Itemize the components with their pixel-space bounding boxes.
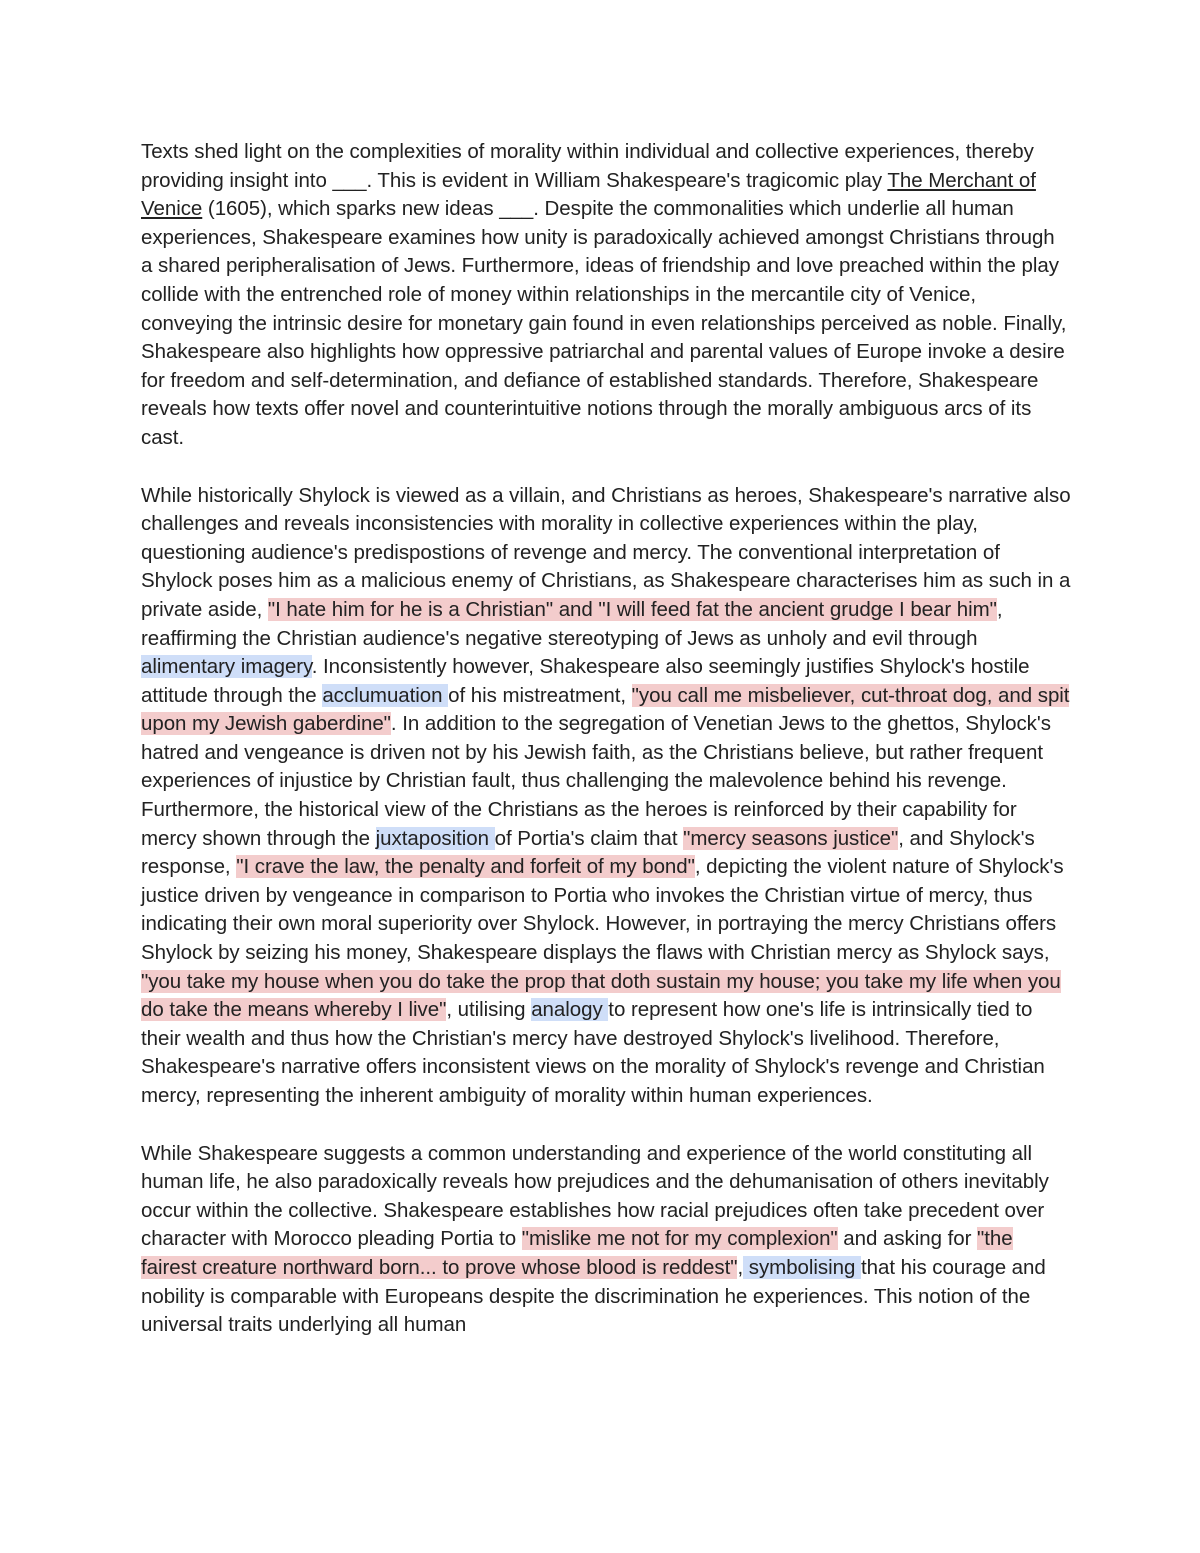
text-run: While Shakespeare suggests a common understanding and experience of the world constituting all human life, he also paradoxically reveals how prejudices and the dehumanisation of others inevitably occur within the collective. Shakespeare establishes how racial prejudices often take precedent over character with Morocco pleading Portia to (141, 1141, 1049, 1251)
technique-highlight: symbolising (743, 1255, 861, 1279)
technique-highlight: analogy (531, 998, 609, 1022)
text-run: that his courage and nobility is comparable with Europeans despite the discrimination he experiences. This notion of the universal traits underlying all human (141, 1255, 1046, 1337)
quote-highlight: "the fairest creature northward born... to prove whose blood is reddest" (141, 1227, 1013, 1279)
text-run: of Portia's claim that (494, 826, 684, 850)
document-body (141, 138, 1071, 1369)
text-run: , (737, 1255, 744, 1279)
paragraph-introduction (141, 138, 1071, 453)
paragraph-body-shylock (141, 482, 1071, 1111)
text-run: While historically Shylock is viewed as a villain, and Christians as heroes, Shakespeare's narrative also challenges and reveals inconsistencies with morality in collective experiences within the play, questioning audience's predispostions of revenge and mercy. The conventional interpretation of Shylock poses him as a malicious enemy of Christians, as Shakespeare characterises him as such in a private aside, (141, 483, 1071, 621)
quote-highlight: "I hate him for he is a Christian" and "I will feed fat the ancient grudge I bear him" (267, 597, 997, 621)
technique-highlight: juxtaposition (375, 826, 495, 850)
text-run: (1605), which sparks new ideas ___. Despite the commonalities which underlie all human experiences, Shakespeare examines how unity is paradoxically achieved amongst Christians through a shared peripheralisation of Jews. Furthermore, ideas of friendship and love preached within the play collide with the entrenched role of money within relationships in the mercantile city of Venice, conveying the intrinsic desire for monetary gain found in even relationships perceived as noble. Finally, Shakespeare also highlights how oppressive patriarchal and parental values of Europe invoke a desire for freedom and self-determination, and defiance of established standards. Therefore, Shakespeare reveals how texts offer novel and counterintuitive notions through the morally ambiguous arcs of its cast. (141, 197, 1067, 449)
text-run: . In addition to the segregation of Venetian Jews to the ghettos, Shylock's hatred and vengeance is driven not by his Jewish faith, as the Christians believe, but rather frequent experiences of injustice by Christian fault, thus challenging the malevolence behind his revenge. Furthermore, the historical view of the Christians as the heroes is reinforced by their capability for mercy shown through the (141, 712, 1051, 850)
text-run: , reaffirming the Christian audience's negative stereotyping of Jews as unholy and evil through (141, 597, 1003, 650)
text-run: , depicting the violent nature of Shylock's justice driven by vengeance in comparison to Portia who invokes the Christian virtue of mercy, thus indicating their own moral superiority over Shylock. However, in portraying the mercy Christians offers Shylock by seizing his money, Shakespeare displays the flaws with Christian mercy as Shylock says, (141, 855, 1064, 965)
quote-highlight: "mislike me not for my complexion" (521, 1227, 838, 1251)
text-run: Texts shed light on the complexities of morality within individual and collective experiences, thereby providing insight into ___. This is evident in William Shakespeare's tragicomic play (141, 140, 1034, 192)
quote-highlight: "you call me misbeliever, cut-throat dog, and spit upon my Jewish gaberdine" (141, 683, 1070, 736)
text-run: to represent how one's life is intrinsically tied to their wealth and thus how the Christian's mercy have destroyed Shylock's livelihood. Therefore, Shakespeare's narrative offers inconsistent views on the morality of Shylock's revenge and Christian mercy, representing the inherent ambiguity of morality within human experiences. (141, 998, 1045, 1107)
text-run: of his mistreatment, (448, 683, 632, 707)
text-run: , and Shylock's response, (141, 826, 1035, 879)
quote-highlight: "mercy seasons justice" (683, 826, 899, 850)
text-run: , utilising (446, 998, 532, 1022)
quote-highlight: "I crave the law, the penalty and forfeit of my bond" (236, 855, 695, 879)
text-run: and asking for (837, 1227, 978, 1251)
quote-highlight: "you take my house when you do take the prop that doth sustain my house; you take my life when you do take the means whereby I live" (141, 969, 1061, 1022)
play-title: The Merchant of Venice (141, 168, 1036, 221)
paragraph-body-morocco (141, 1140, 1071, 1340)
technique-highlight: acclumuation (322, 683, 449, 707)
technique-highlight: alimentary imagery (141, 655, 312, 679)
text-run: . Inconsistently however, Shakespeare also seemingly justifies Shylock's hostile attitude through the (141, 655, 1030, 707)
